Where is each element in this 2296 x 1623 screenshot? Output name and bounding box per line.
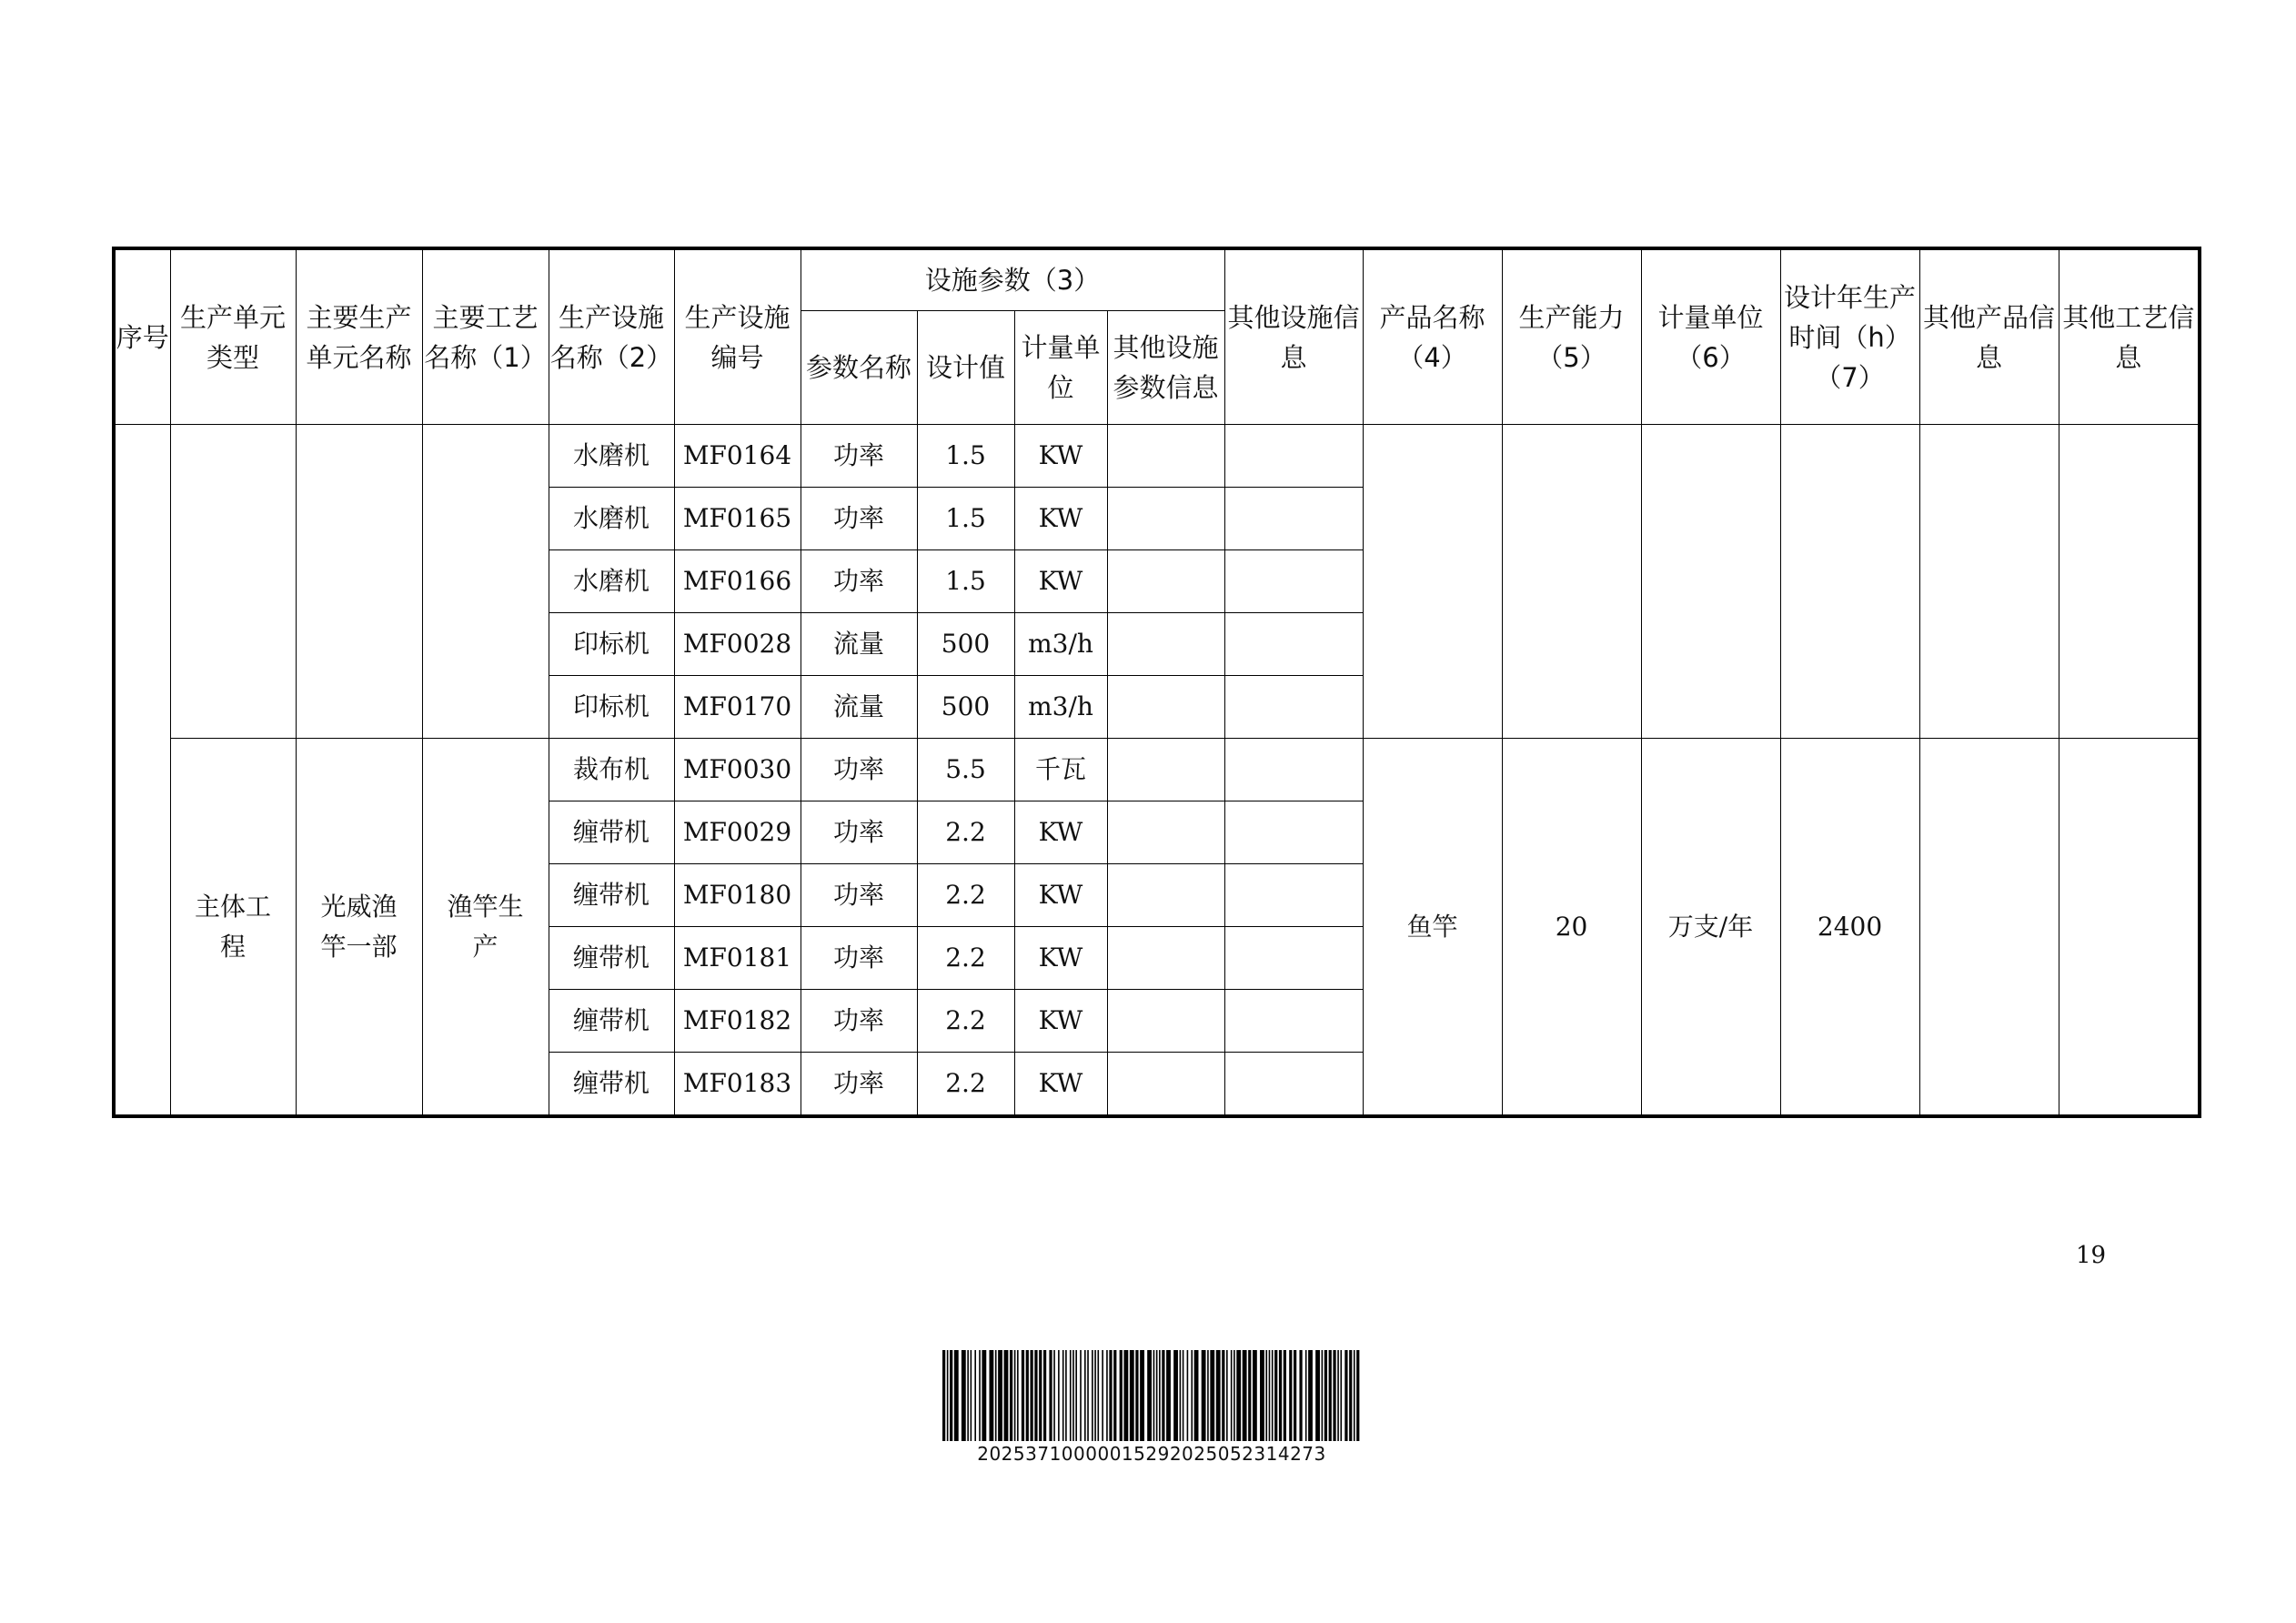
barcode-bar (967, 1350, 969, 1441)
barcode-bar (1075, 1350, 1077, 1441)
barcode-bar (995, 1350, 997, 1441)
unit-name-cell (296, 425, 422, 739)
barcode-bar (1322, 1350, 1324, 1441)
barcode-bar (942, 1350, 945, 1441)
facility-code-cell: MF0166 (674, 550, 801, 613)
barcode-number: 20253710000015292025052314273 (977, 1443, 1326, 1465)
barcode-bar (1159, 1350, 1161, 1441)
barcode-bar (1315, 1350, 1320, 1441)
other-facility-info-cell (1224, 864, 1363, 927)
barcode-bar (1329, 1350, 1332, 1441)
other-param-info-cell (1107, 676, 1224, 739)
barcode-bar (1034, 1350, 1037, 1441)
other-param-info-cell (1107, 425, 1224, 488)
process-name-cell: 渔竿生产 (422, 739, 549, 1117)
barcode-bar (1022, 1350, 1024, 1441)
barcode-bar (1102, 1350, 1103, 1441)
barcode-bar (1180, 1350, 1182, 1441)
design-value-cell: 2.2 (917, 990, 1014, 1053)
process-name-cell (422, 425, 549, 739)
barcode-bar (1284, 1350, 1286, 1441)
param-name-cell: 功率 (801, 739, 917, 801)
barcode-bar (971, 1350, 972, 1441)
param-name-cell: 功率 (801, 864, 917, 927)
facility-code-cell: MF0029 (674, 801, 801, 864)
barcode-bar (1324, 1350, 1327, 1441)
barcode-bar (1356, 1350, 1359, 1441)
barcode-bar (989, 1350, 993, 1441)
barcode-bar (1333, 1350, 1335, 1441)
facility-name-cell: 水磨机 (549, 488, 674, 550)
design-value-cell: 1.5 (917, 550, 1014, 613)
table-row (114, 739, 2200, 801)
design-value-cell: 2.2 (917, 864, 1014, 927)
measure-unit-cell: m3/h (1014, 613, 1107, 676)
barcode-bar (1354, 1350, 1355, 1441)
barcode-bar (1065, 1350, 1067, 1441)
product-name-cell (1363, 425, 1502, 739)
barcode-bar (982, 1350, 986, 1441)
page-number: 19 (2076, 1242, 2107, 1269)
header-facility-name: 生产设施名称（2） (549, 248, 674, 425)
facility-code-cell: MF0165 (674, 488, 801, 550)
barcode-bar (1084, 1350, 1086, 1441)
param-name-cell: 流量 (801, 613, 917, 676)
header-seq: 序号 (114, 248, 170, 425)
barcode-bar (1344, 1350, 1347, 1441)
barcode-bar (950, 1350, 952, 1441)
barcode (942, 1350, 1361, 1465)
other-param-info-cell (1107, 1053, 1224, 1117)
barcode-bar (1166, 1350, 1171, 1441)
header-measure-unit: 计量单位 (1014, 311, 1107, 425)
header-unit-name: 主要生产单元名称 (296, 248, 422, 425)
barcode-bar (1234, 1350, 1235, 1441)
other-product-info-cell (1919, 739, 2059, 1117)
other-facility-info-cell (1224, 739, 1363, 801)
barcode-bar (1049, 1350, 1052, 1441)
barcode-bar (1226, 1350, 1228, 1441)
barcode-bar (1130, 1350, 1134, 1441)
barcode-bar (1147, 1350, 1152, 1441)
header-capacity-unit: 计量单位（6） (1641, 248, 1780, 425)
barcode-bar (1062, 1350, 1064, 1441)
param-name-cell: 功率 (801, 488, 917, 550)
header-design-value: 设计值 (917, 311, 1014, 425)
barcode-bar (1274, 1350, 1277, 1441)
barcode-bar (1162, 1350, 1164, 1441)
barcode-bar (1202, 1350, 1206, 1441)
barcode-bar (1072, 1350, 1074, 1441)
header-param-name: 参数名称 (801, 311, 917, 425)
header-params-group: 设施参数（3） (801, 248, 1224, 311)
other-facility-info-cell (1224, 801, 1363, 864)
facility-name-cell: 缠带机 (549, 864, 674, 927)
measure-unit-cell: KW (1014, 927, 1107, 990)
design-value-cell: 1.5 (917, 488, 1014, 550)
barcode-bar (1269, 1350, 1271, 1441)
facility-code-cell: MF0182 (674, 990, 801, 1053)
barcode-bar (998, 1350, 1002, 1441)
design-value-cell: 500 (917, 613, 1014, 676)
design-value-cell: 5.5 (917, 739, 1014, 801)
other-param-info-cell (1107, 927, 1224, 990)
capacity-unit-cell: 万支/年 (1641, 739, 1780, 1117)
measure-unit-cell: m3/h (1014, 676, 1107, 739)
barcode-bar (1305, 1350, 1307, 1441)
barcode-bar (1253, 1350, 1257, 1441)
barcode-bar (1070, 1350, 1072, 1441)
design-value-cell: 2.2 (917, 801, 1014, 864)
param-name-cell: 功率 (801, 927, 917, 990)
barcode-bar (1135, 1350, 1138, 1441)
barcode-bar (1340, 1350, 1342, 1441)
barcode-bar (1026, 1350, 1029, 1441)
barcode-bar (1194, 1350, 1199, 1441)
barcode-bar (1123, 1350, 1128, 1441)
facility-name-cell: 缠带机 (549, 1053, 674, 1117)
barcode-bar (1153, 1350, 1155, 1441)
barcode-bar (1231, 1350, 1233, 1441)
design-hours-cell (1780, 425, 1919, 739)
other-param-info-cell (1107, 613, 1224, 676)
design-value-cell: 500 (917, 676, 1014, 739)
facility-name-cell: 水磨机 (549, 550, 674, 613)
capacity-unit-cell (1641, 425, 1780, 739)
other-facility-info-cell (1224, 550, 1363, 613)
barcode-bar (1140, 1350, 1144, 1441)
header-facility-code: 生产设施编号 (674, 248, 801, 425)
other-param-info-cell (1107, 488, 1224, 550)
barcode-bar (1058, 1350, 1060, 1441)
header-other-product-info: 其他产品信息 (1919, 248, 2059, 425)
unit-type-cell: 主体工程 (170, 739, 296, 1117)
barcode-bar (1092, 1350, 1093, 1441)
barcode-bar (1014, 1350, 1016, 1441)
barcode-bar (1087, 1350, 1089, 1441)
param-name-cell: 功率 (801, 990, 917, 1053)
barcode-bar (1094, 1350, 1096, 1441)
barcode-bar (1080, 1350, 1082, 1441)
capacity-cell (1502, 425, 1641, 739)
measure-unit-cell: KW (1014, 425, 1107, 488)
other-param-info-cell (1107, 801, 1224, 864)
barcode-bar (962, 1350, 966, 1441)
barcode-bar (1308, 1350, 1313, 1441)
other-facility-info-cell (1224, 676, 1363, 739)
facility-code-cell: MF0183 (674, 1053, 801, 1117)
barcode-bar (1222, 1350, 1224, 1441)
barcode-bar (1173, 1350, 1178, 1441)
barcode-bar (1053, 1350, 1055, 1441)
facility-table (112, 247, 2201, 1118)
barcode-bar (1272, 1350, 1274, 1441)
design-hours-cell: 2400 (1780, 739, 1919, 1117)
unit-type-cell (170, 425, 296, 739)
barcode-bar (1243, 1350, 1247, 1441)
barcode-bar (1039, 1350, 1042, 1441)
other-param-info-cell (1107, 550, 1224, 613)
facility-name-cell: 水磨机 (549, 425, 674, 488)
design-value-cell: 2.2 (917, 927, 1014, 990)
header-other-facility-info: 其他设施信息 (1224, 248, 1363, 425)
barcode-bar (1279, 1350, 1282, 1441)
header-capacity: 生产能力（5） (1502, 248, 1641, 425)
barcode-bar (1265, 1350, 1267, 1441)
barcode-bar (1260, 1350, 1264, 1441)
other-process-info-cell (2059, 425, 2200, 739)
barcode-bar (1289, 1350, 1292, 1441)
facility-name-cell: 裁布机 (549, 739, 674, 801)
barcode-bar (1236, 1350, 1241, 1441)
measure-unit-cell: KW (1014, 550, 1107, 613)
facility-code-cell: MF0170 (674, 676, 801, 739)
barcode-bar (954, 1350, 959, 1441)
measure-unit-cell: KW (1014, 864, 1107, 927)
barcode-bar (1349, 1350, 1352, 1441)
other-param-info-cell (1107, 990, 1224, 1053)
facility-name-cell: 印标机 (549, 676, 674, 739)
seq-cell (114, 425, 170, 1117)
other-product-info-cell (1919, 425, 2059, 739)
facility-code-cell: MF0181 (674, 927, 801, 990)
barcode-bars (942, 1350, 1361, 1441)
table-row (114, 425, 2200, 488)
measure-unit-cell: KW (1014, 990, 1107, 1053)
facility-name-cell: 缠带机 (549, 990, 674, 1053)
header-design-hours: 设计年生产时间（h）（7） (1780, 248, 1919, 425)
barcode-bar (1299, 1350, 1302, 1441)
barcode-bar (979, 1350, 981, 1441)
barcode-bar (1097, 1350, 1099, 1441)
barcode-bar (1010, 1350, 1012, 1441)
other-facility-info-cell (1224, 1053, 1363, 1117)
barcode-bar (1156, 1350, 1158, 1441)
measure-unit-cell: 千瓦 (1014, 739, 1107, 801)
param-name-cell: 功率 (801, 1053, 917, 1117)
barcode-bar (1004, 1350, 1009, 1441)
measure-unit-cell: KW (1014, 488, 1107, 550)
other-facility-info-cell (1224, 488, 1363, 550)
barcode-bar (1109, 1350, 1112, 1441)
unit-name-cell: 光威渔竿一部 (296, 739, 422, 1117)
facility-name-cell: 印标机 (549, 613, 674, 676)
barcode-bar (1210, 1350, 1214, 1441)
barcode-bar (1031, 1350, 1033, 1441)
other-process-info-cell (2059, 739, 2200, 1117)
barcode-bar (1216, 1350, 1221, 1441)
other-facility-info-cell (1224, 990, 1363, 1053)
other-facility-info-cell (1224, 613, 1363, 676)
capacity-cell: 20 (1502, 739, 1641, 1117)
barcode-bar (1017, 1350, 1019, 1441)
barcode-bar (1207, 1350, 1209, 1441)
other-facility-info-cell (1224, 927, 1363, 990)
header-process-name: 主要工艺名称（1） (422, 248, 549, 425)
barcode-bar (1294, 1350, 1296, 1441)
param-name-cell: 功率 (801, 425, 917, 488)
facility-name-cell: 缠带机 (549, 927, 674, 990)
header-other-process-info: 其他工艺信息 (2059, 248, 2200, 425)
barcode-bar (1248, 1350, 1251, 1441)
barcode-bar (1183, 1350, 1184, 1441)
header-other-param-info: 其他设施参数信息 (1107, 311, 1224, 425)
barcode-bar (1191, 1350, 1193, 1441)
design-value-cell: 1.5 (917, 425, 1014, 488)
other-param-info-cell (1107, 864, 1224, 927)
product-name-cell: 鱼竿 (1363, 739, 1502, 1117)
measure-unit-cell: KW (1014, 801, 1107, 864)
barcode-bar (1106, 1350, 1108, 1441)
barcode-bar (974, 1350, 976, 1441)
facility-code-cell: MF0164 (674, 425, 801, 488)
facility-code-cell: MF0030 (674, 739, 801, 801)
barcode-bar (1120, 1350, 1123, 1441)
param-name-cell: 流量 (801, 676, 917, 739)
header-product-name: 产品名称（4） (1363, 248, 1502, 425)
facility-name-cell: 缠带机 (549, 801, 674, 864)
barcode-bar (1043, 1350, 1046, 1441)
facility-code-cell: MF0028 (674, 613, 801, 676)
param-name-cell: 功率 (801, 550, 917, 613)
header-unit-type: 生产单元类型 (170, 248, 296, 425)
other-param-info-cell (1107, 739, 1224, 801)
barcode-bar (1113, 1350, 1116, 1441)
barcode-bar (1187, 1350, 1189, 1441)
other-facility-info-cell (1224, 425, 1363, 488)
barcode-bar (947, 1350, 949, 1441)
param-name-cell: 功率 (801, 801, 917, 864)
design-value-cell: 2.2 (917, 1053, 1014, 1117)
facility-code-cell: MF0180 (674, 864, 801, 927)
measure-unit-cell: KW (1014, 1053, 1107, 1117)
barcode-bar (1337, 1350, 1339, 1441)
